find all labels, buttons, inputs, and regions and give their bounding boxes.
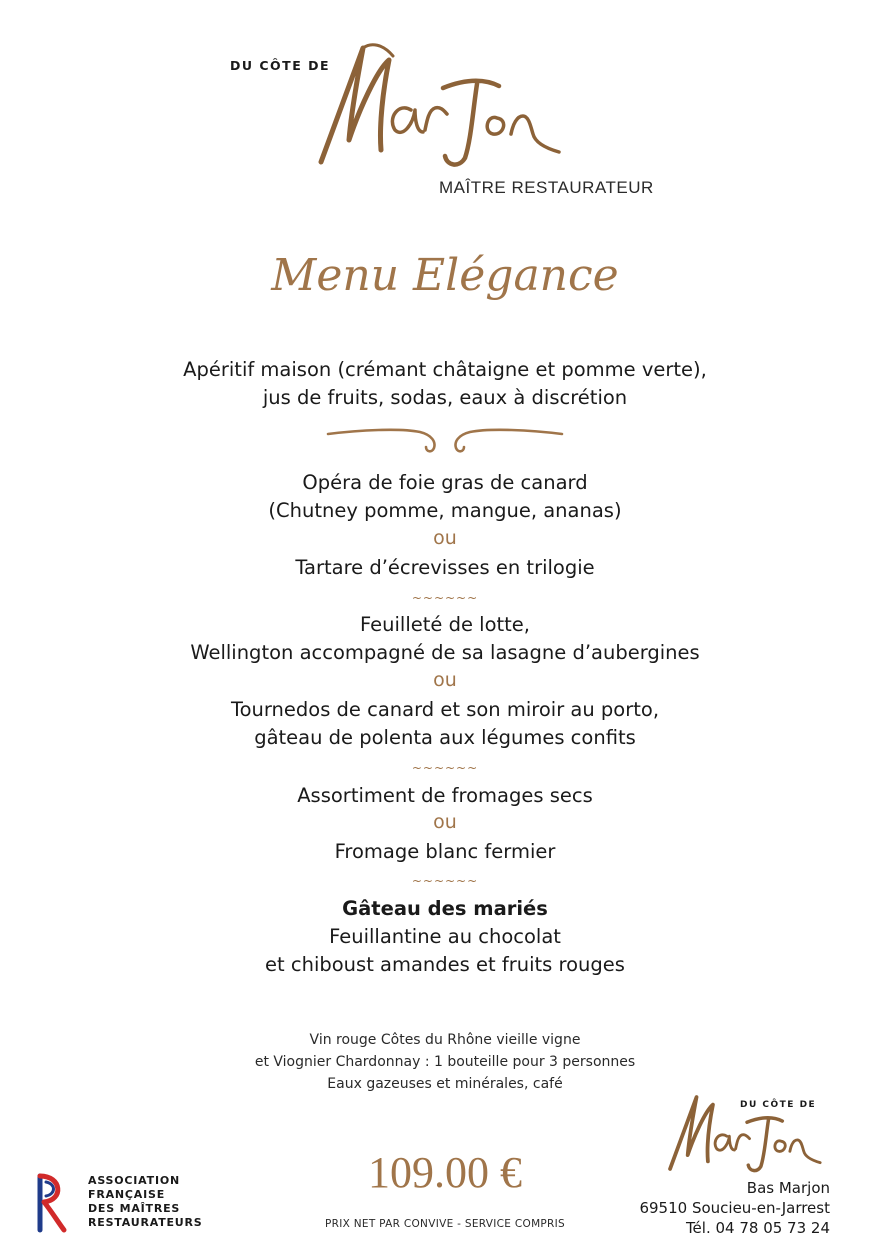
dish-line: Opéra de foie gras de canard	[302, 471, 588, 494]
address-line: Bas Marjon	[746, 1179, 830, 1197]
dish-line: Fromage blanc fermier	[334, 840, 556, 863]
dish-line: gâteau de polenta aux légumes confits	[254, 726, 636, 749]
or-separator: ou	[433, 811, 457, 833]
association-line: FRANÇAISE	[88, 1188, 166, 1201]
dish-line: Assortiment de fromages secs	[297, 784, 593, 807]
menu-title: Menu Elégance	[271, 250, 619, 301]
header-logo	[228, 40, 668, 200]
address-line: 69510 Soucieu-en-Jarrest	[639, 1199, 830, 1217]
drinks-line: Vin rouge Côtes du Rhône vieille vigne	[309, 1032, 581, 1048]
or-separator: ou	[433, 669, 457, 691]
association-line: RESTAURATEURS	[88, 1216, 203, 1229]
logo-signature	[313, 40, 573, 170]
dish-line: Tartare d’écrevisses en trilogie	[295, 556, 595, 579]
drinks-line: Eaux gazeuses et minérales, café	[327, 1076, 563, 1092]
association-line: ASSOCIATION	[88, 1174, 180, 1187]
footer-logo-prefix: DU CÔTE DE	[740, 1100, 817, 1110]
ornament-divider	[320, 422, 570, 456]
association-line: DES MAÎTRES	[88, 1202, 181, 1215]
or-separator: ou	[433, 527, 457, 549]
course-separator: ~~~~~~	[411, 874, 479, 888]
dessert-line: et chiboust amandes et fruits rouges	[265, 953, 625, 976]
logo-prefix: DU CÔTE DE	[230, 58, 331, 73]
menu-price: 109.00 €	[368, 1148, 522, 1197]
dish-line: Tournedos de canard et son miroir au porto,	[230, 698, 660, 721]
footer-logo-signature	[662, 1092, 832, 1174]
dish-line: (Chutney pomme, mangue, ananas)	[268, 499, 622, 522]
aperitif-line: jus de fruits, sodas, eaux à discrétion	[262, 386, 628, 409]
dessert-title: Gâteau des mariés	[342, 897, 548, 920]
course-separator: ~~~~~~	[411, 591, 479, 605]
aperitif-line: Apéritif maison (crémant châtaigne et pomme verte),	[183, 358, 707, 381]
price-note: PRIX NET PAR CONVIVE - SERVICE COMPRIS	[324, 1218, 566, 1230]
dessert-line: Feuillantine au chocolat	[329, 925, 561, 948]
drinks-line: et Viognier Chardonnay : 1 bouteille pour 3 personnes	[254, 1054, 636, 1070]
dish-line: Wellington accompagné de sa lasagne d’aubergines	[190, 641, 700, 664]
course-separator: ~~~~~~	[411, 761, 479, 775]
phone-number: Tél. 04 78 05 73 24	[685, 1219, 830, 1237]
restaurant-subtitle: MAÎTRE RESTAURATEUR	[439, 178, 654, 197]
dish-line: Feuilleté de lotte,	[359, 613, 530, 636]
footer-logo	[660, 1092, 860, 1172]
address-block	[610, 1178, 830, 1238]
